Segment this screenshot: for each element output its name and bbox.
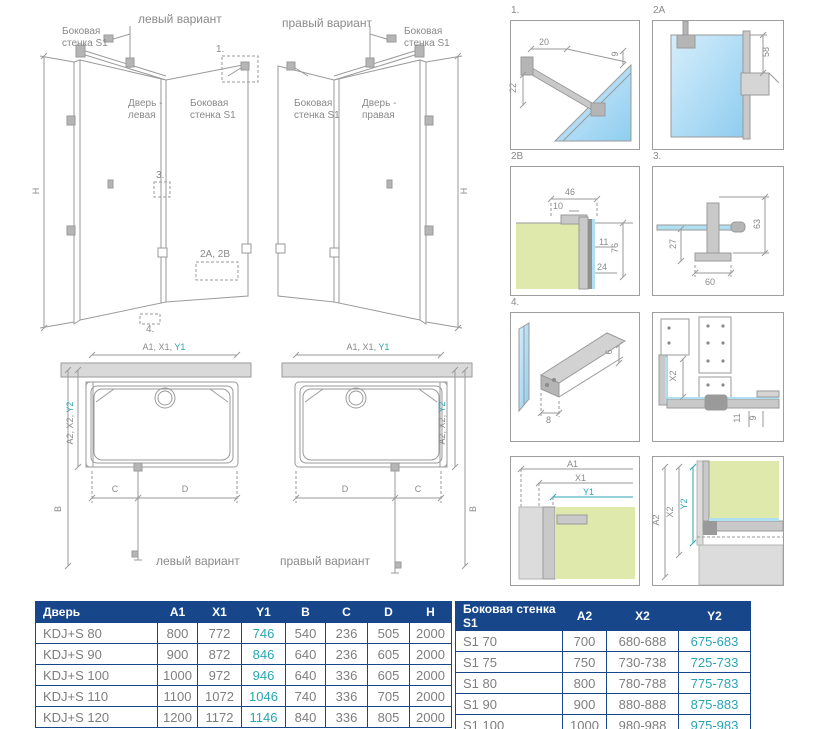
plan-left-top-dim-gray: A1, X1,: [142, 342, 173, 352]
table-cell: 846: [242, 644, 286, 665]
side-table-row: [456, 652, 751, 673]
interior-area: [709, 461, 779, 521]
detail-2b-dim-11: 11: [599, 237, 609, 247]
table-cell: 772: [198, 623, 242, 644]
table-cell: 705: [368, 686, 410, 707]
table-cell: 872: [198, 644, 242, 665]
table-cell: 875-883: [679, 694, 751, 715]
iso-right-door-label: Дверь - правая: [362, 98, 397, 121]
door-table: [35, 601, 452, 728]
table-cell: 1100: [158, 686, 198, 707]
table-cell: KDJ+S 120: [36, 707, 158, 728]
plan-left-drawing: [48, 338, 263, 590]
height-dimension: [40, 53, 74, 331]
detail-4-dim-8: 8: [546, 415, 552, 425]
shower-tray: [295, 382, 447, 467]
detail-1-caption: 1.: [511, 5, 520, 16]
iso-left-marker-2ab: 2A, 2B: [200, 249, 231, 260]
door-table-header-cell: Y1: [242, 602, 286, 623]
glass-clamp: [591, 103, 605, 116]
table-cell: 505: [368, 623, 410, 644]
plan-right-drawing: [270, 338, 485, 590]
plan-left-side-dim-teal: Y2: [65, 401, 75, 413]
plan-left-dim-c: C: [111, 484, 119, 494]
side-table-row: [456, 673, 751, 694]
table-cell: 805: [368, 707, 410, 728]
table-cell: S1 80: [456, 673, 563, 694]
table-cell: 1046: [242, 686, 286, 707]
side-table-header-cell: Y2: [679, 602, 751, 631]
detail-3-dim-27: 27: [668, 239, 678, 250]
drain: [155, 388, 175, 408]
plan-left-side-dim: [65, 383, 75, 463]
hinge-block: [705, 395, 727, 410]
plan-left-dim-d: D: [181, 484, 189, 494]
table-cell: S1 75: [456, 652, 563, 673]
detail-2b-box: [510, 166, 640, 296]
door-table-header-cell: X1: [198, 602, 242, 623]
table-cell: 336: [326, 707, 368, 728]
table-cell: 746: [242, 623, 286, 644]
detail-6-dim-y1: Y1: [583, 487, 595, 497]
plan-left-variant: [48, 338, 263, 590]
side-table-header: [456, 602, 751, 631]
wall-strip: [697, 461, 703, 545]
table-cell: 605: [368, 644, 410, 665]
base-plate: [695, 253, 731, 261]
detail-4-box: [510, 312, 640, 442]
detail-4-caption: 4.: [511, 297, 520, 308]
plan-left-side-dim-gray: A2, X2,: [65, 414, 75, 445]
iso-left-marker-4: 4.: [146, 324, 155, 335]
table-cell: 775-783: [679, 673, 751, 694]
iso-left-h-label: H: [31, 187, 41, 195]
iso-left-marker-3: 3.: [156, 170, 165, 181]
detail-6-dim-a1: A1: [567, 459, 579, 469]
detail-7-dim-x2: X2: [665, 506, 675, 518]
iso-right-wall-top-label: Боковая стенка S1: [404, 26, 450, 49]
top-dimension: [293, 352, 444, 358]
detail-5-box: [652, 312, 784, 442]
door-table-header-cell: D: [368, 602, 410, 623]
plan-right-top-dim-gray: A1, X1,: [346, 342, 377, 352]
wall-bracket: [521, 57, 533, 75]
door-table-header-cell: Дверь: [36, 602, 158, 623]
wall-strip: [282, 363, 472, 377]
iso-right-drawing: [268, 4, 470, 338]
wall-section: [519, 507, 543, 579]
table-cell: 605: [368, 665, 410, 686]
detail-1-dim-22: 22: [508, 83, 518, 94]
detail-5-dim-11: 11: [732, 413, 742, 423]
detail-7-box: [652, 456, 784, 586]
wall-strip: [61, 363, 251, 377]
mount-plate: [661, 319, 689, 355]
door-swing: [391, 463, 401, 573]
table-cell: 780-788: [607, 673, 679, 694]
table-cell: 1200: [158, 707, 198, 728]
door-table-header-cell: H: [410, 602, 452, 623]
iso-left-drawing: [30, 4, 275, 338]
iso-right-wall-left-label: Боковая стенка S1: [294, 98, 340, 121]
door-swing: [132, 463, 142, 560]
table-cell: S1 90: [456, 694, 563, 715]
table-cell: 336: [326, 686, 368, 707]
support-bar: [527, 65, 599, 114]
plan-left-caption: левый вариант: [156, 554, 240, 568]
door-table-header-cell: C: [326, 602, 368, 623]
drain: [346, 388, 366, 408]
iso-left-marker-1: 1.: [216, 44, 225, 55]
plan-right-top-dim-teal: Y1: [378, 342, 390, 352]
table-cell: 730-738: [607, 652, 679, 673]
side-dimensions: [452, 367, 468, 569]
table-cell: 1000: [158, 665, 198, 686]
side-wall-table: [455, 601, 751, 729]
detail-markers: [140, 56, 258, 324]
detail-4-drawing: [511, 313, 639, 441]
height-dimension: [426, 53, 462, 331]
side-table-row: [456, 694, 751, 715]
side-wall-right-glass: [420, 60, 433, 324]
door-table-row: [36, 686, 452, 707]
iso-left-wall-right-label: Боковая стенка S1: [190, 98, 236, 121]
detail-2a-caption: 2A: [653, 5, 666, 16]
wall-bracket: [741, 73, 769, 95]
table-cell: 680-688: [607, 631, 679, 652]
table-cell: 2000: [410, 686, 452, 707]
table-cell: 1000: [563, 715, 607, 729]
table-cell: 675-683: [679, 631, 751, 652]
corner-block: [703, 521, 717, 535]
side-wall-glass-plan: [86, 382, 93, 467]
wall-profile: [579, 217, 588, 289]
table-cell: 972: [198, 665, 242, 686]
table-cell: S1 70: [456, 631, 563, 652]
wall-section: [516, 223, 579, 289]
table-cell: 1146: [242, 707, 286, 728]
top-dimension: [89, 352, 240, 358]
detail-3-dim-63: 63: [752, 219, 762, 230]
table-cell: 2000: [410, 623, 452, 644]
table-cell: 2000: [410, 644, 452, 665]
handle-bracket: [757, 391, 779, 397]
plan-right-side-dim-teal: Y2: [437, 401, 447, 413]
detail-7-dim-a2: A2: [651, 514, 661, 526]
plan-left-top-dim-teal: Y1: [174, 342, 186, 352]
table-cell: 540: [286, 623, 326, 644]
iso-left-variant: [30, 4, 275, 338]
table-cell: 900: [563, 694, 607, 715]
detail-2b-dim-10: 10: [553, 201, 564, 211]
table-cell: 900: [158, 644, 198, 665]
table-cell: KDJ+S 100: [36, 665, 158, 686]
plan-left-top-dim: [114, 342, 214, 352]
support-post: [707, 203, 719, 253]
table-cell: 700: [563, 631, 607, 652]
iso-right-variant: [268, 4, 470, 338]
table-cell: 840: [286, 707, 326, 728]
table-cell: 800: [563, 673, 607, 694]
detail-2b-dim-46: 46: [565, 187, 576, 197]
detail-3-box: [652, 166, 784, 296]
door-table-header: [36, 602, 452, 623]
plan-right-variant: [270, 338, 485, 590]
iso-left-door-label: Дверь - левая: [128, 98, 163, 121]
table-cell: KDJ+S 110: [36, 686, 158, 707]
plan-right-caption: правый вариант: [280, 554, 370, 568]
plan-right-dim-c: C: [414, 484, 422, 494]
table-cell: 725-733: [679, 652, 751, 673]
detail-1-box: [510, 20, 640, 150]
detail-4-dim-6: 6: [604, 349, 614, 355]
door-table-row: [36, 623, 452, 644]
side-table-header-cell: Боковая стенка S1: [456, 602, 563, 631]
plan-right-side-dim-gray: A2, X2,: [437, 414, 447, 445]
iso-right-title: правый вариант: [282, 16, 372, 30]
side-table-header-cell: A2: [563, 602, 607, 631]
glass-edge: [709, 518, 779, 521]
table-cell: 236: [326, 644, 368, 665]
mount-plate: [699, 317, 731, 373]
detail-7-dim-y2: Y2: [679, 498, 689, 510]
glass-edge: [592, 219, 595, 289]
iso-left-wall-top-label: Боковая стенка S1: [62, 26, 108, 49]
detail-2b-dim-24: 24: [597, 262, 608, 272]
table-cell: 2000: [410, 707, 452, 728]
plan-right-dim-b: B: [468, 506, 478, 513]
detail-2a-box: [652, 20, 784, 150]
table-cell: 750: [563, 652, 607, 673]
table-cell: 1072: [198, 686, 242, 707]
detail-6-box: [510, 456, 640, 586]
marker1-bracket: [228, 62, 249, 76]
bar-end-clamp: [731, 222, 745, 232]
door-table-row: [36, 707, 452, 728]
table-cell: 946: [242, 665, 286, 686]
table-cell: 980-988: [607, 715, 679, 729]
detail-1-dim-9: 9: [610, 51, 620, 57]
profile-lip: [557, 515, 587, 524]
table-cell: S1 100: [456, 715, 563, 729]
table-cell: 2000: [410, 665, 452, 686]
detail-3-caption: 3.: [653, 151, 662, 162]
plan-left-dim-b: B: [53, 506, 63, 513]
glass-panel: [671, 35, 743, 137]
plan-right-side-dim: [437, 383, 447, 463]
plan-right-dim-d: D: [341, 484, 349, 494]
door-table-row: [36, 644, 452, 665]
detail-3-dim-60: 60: [705, 277, 716, 287]
detail-2b-caption: 2B: [511, 151, 524, 162]
detail-2b-dim-76: 76: [610, 243, 620, 254]
side-table-header-cell: X2: [607, 602, 679, 631]
side-table-row: [456, 631, 751, 652]
table-cell: 740: [286, 686, 326, 707]
iso-left-title: левый вариант: [138, 12, 222, 26]
table-cell: 1172: [198, 707, 242, 728]
detail-5-dim-9: 9: [748, 415, 758, 421]
side-table-row: [456, 715, 751, 729]
iso-right-h-label: H: [459, 187, 469, 195]
door-table-header-cell: B: [286, 602, 326, 623]
table-cell: 975-983: [679, 715, 751, 729]
table-cell: 640: [286, 665, 326, 686]
frame-profile: [703, 461, 709, 525]
wall-bracket: [287, 62, 308, 76]
table-cell: 336: [326, 665, 368, 686]
detail-5-dim-x2: X2: [668, 370, 678, 382]
side-wall-left-glass: [67, 60, 80, 324]
shower-tray: [86, 382, 238, 467]
detail-6-dim-x1: X1: [575, 473, 587, 483]
door-table-row: [36, 665, 452, 686]
floor-section: [699, 545, 783, 585]
door-table-header-cell: A1: [158, 602, 198, 623]
table-cell: 236: [326, 623, 368, 644]
table-cell: 880-888: [607, 694, 679, 715]
detail-1-dim-20: 20: [539, 37, 550, 47]
table-cell: 640: [286, 644, 326, 665]
wall-profile: [543, 507, 555, 579]
pipe-clamp: [677, 35, 695, 48]
table-cell: KDJ+S 80: [36, 623, 158, 644]
plan-right-top-dim: [318, 342, 418, 352]
table-cell: KDJ+S 90: [36, 644, 158, 665]
table-cell: 800: [158, 623, 198, 644]
detail-2a-dim-58: 58: [761, 47, 771, 58]
